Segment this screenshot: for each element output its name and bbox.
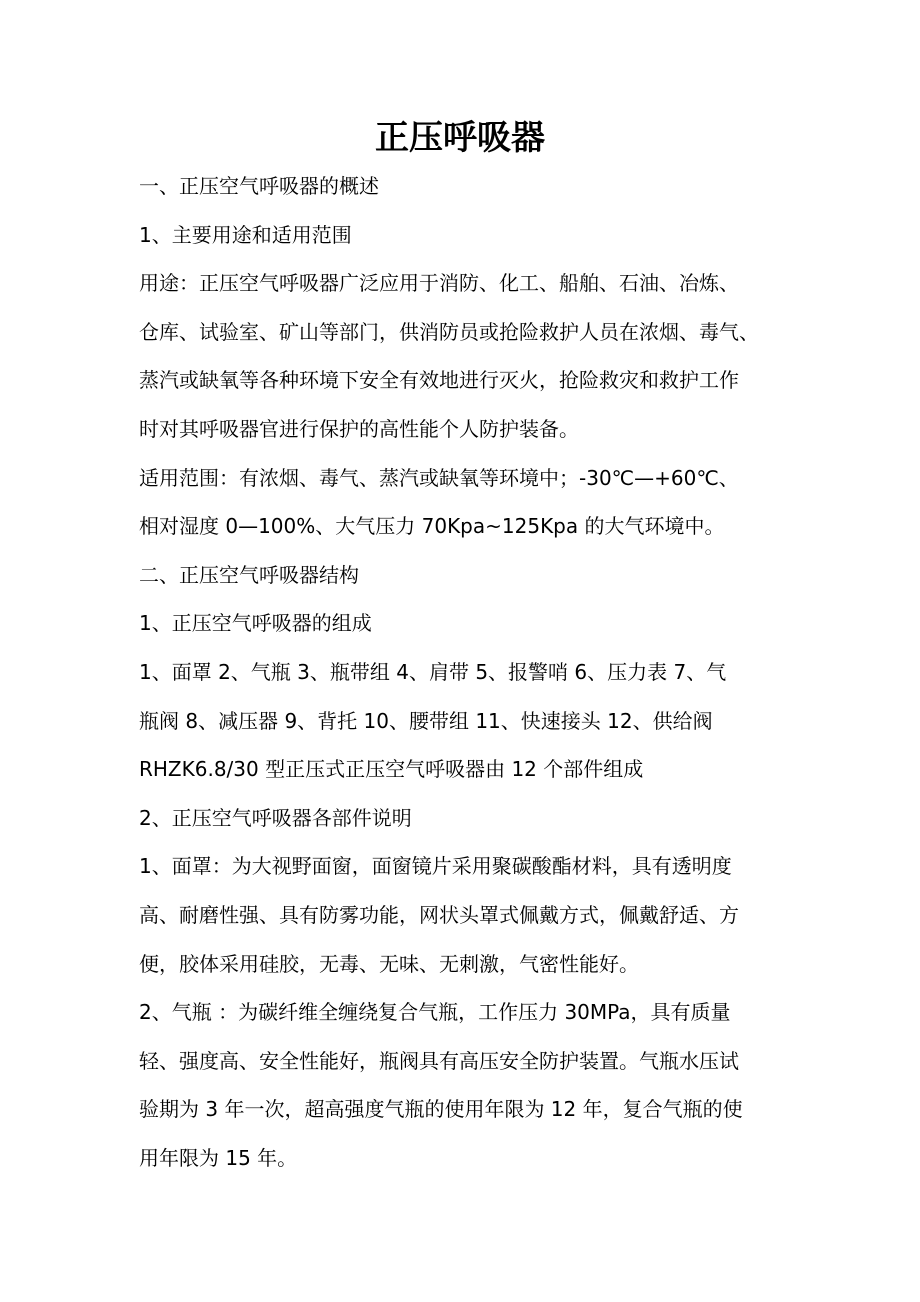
section-heading-overview: 一、正压空气呼吸器的概述 — [139, 174, 379, 198]
paragraph-line: 验期为 3 年一次，超高强度气瓶的使用年限为 12 年，复合气瓶的使 — [139, 1097, 743, 1122]
paragraph-line: 高、耐磨性强、具有防雾功能，网状头罩式佩戴方式，佩戴舒适、方 — [139, 902, 739, 927]
paragraph-line: 1、面罩：为大视野面窗，面窗镜片采用聚碳酸酯材料，具有透明度 — [139, 854, 732, 879]
subheading-component-description: 2、正压空气呼吸器各部件说明 — [139, 805, 412, 830]
section-heading-structure: 二、正压空气呼吸器结构 — [139, 562, 359, 587]
paragraph-line: 轻、强度高、安全性能好，瓶阀具有高压安全防护装置。气瓶水压试 — [139, 1048, 739, 1073]
paragraph-line: 蒸汽或缺氧等各种环境下安全有效地进行灭火，抢险救灾和救护工作 — [139, 368, 739, 393]
subheading-usage-scope: 1、主要用途和适用范围 — [139, 222, 352, 247]
paragraph-line: 用年限为 15 年。 — [139, 1145, 298, 1170]
paragraph-line: 2、气瓶 ：为碳纤维全缠绕复合气瓶，工作压力 30MPa，具有质量 — [139, 1000, 731, 1025]
paragraph-line: 时对其呼吸器官进行保护的高性能个人防护装备。 — [139, 416, 579, 441]
subheading-components: 1、正压空气呼吸器的组成 — [139, 611, 372, 636]
paragraph-line: 适用范围：有浓烟、毒气、蒸汽或缺氧等环境中；-30℃—+60℃、 — [139, 465, 739, 490]
paragraph-line: 相对湿度 0—100%、大气压力 70Kpa~125Kpa 的大气环境中。 — [139, 514, 725, 539]
paragraph-line: 瓶阀 8、减压器 9、背托 10、腰带组 11、快速接头 12、供给阀 — [139, 708, 713, 733]
paragraph-line: 用途：正压空气呼吸器广泛应用于消防、化工、船舶、石油、冶炼、 — [139, 271, 739, 296]
paragraph-line: 仓库、试验室、矿山等部门，供消防员或抢险救护人员在浓烟、毒气、 — [139, 319, 759, 344]
paragraph-line: 便，胶体采用硅胶，无毒、无味、无刺激，气密性能好。 — [139, 951, 639, 976]
document-body — [139, 162, 789, 1182]
paragraph-line: 1、面罩 2、气瓶 3、瓶带组 4、肩带 5、报警哨 6、压力表 7、气 — [139, 659, 727, 684]
document-title: 正压呼吸器 — [375, 118, 545, 158]
paragraph-line: RHZK6.8/30 型正压式正压空气呼吸器由 12 个部件组成 — [139, 757, 644, 782]
